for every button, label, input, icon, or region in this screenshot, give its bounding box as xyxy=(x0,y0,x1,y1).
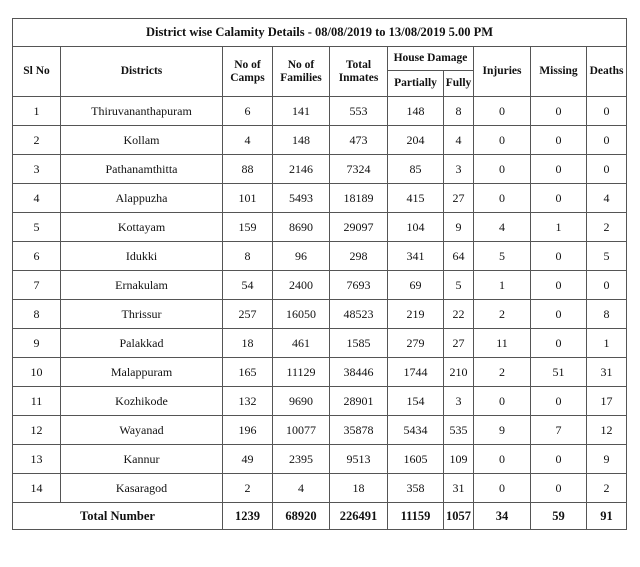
cell-missing: 0 xyxy=(531,445,587,474)
cell-sl-no: 12 xyxy=(13,416,61,445)
cell-missing: 0 xyxy=(531,474,587,503)
cell-missing: 1 xyxy=(531,213,587,242)
cell-fully: 27 xyxy=(444,329,474,358)
cell-camps: 132 xyxy=(223,387,273,416)
table-row xyxy=(13,416,627,445)
cell-sl-no: 11 xyxy=(13,387,61,416)
table-row xyxy=(13,126,627,155)
cell-district: Thiruvananthapuram xyxy=(61,97,223,126)
cell-district: Kannur xyxy=(61,445,223,474)
cell-deaths: 8 xyxy=(587,300,627,329)
total-deaths: 91 xyxy=(587,503,627,530)
cell-deaths: 2 xyxy=(587,213,627,242)
cell-fully: 27 xyxy=(444,184,474,213)
cell-fully: 8 xyxy=(444,97,474,126)
cell-injuries: 11 xyxy=(474,329,531,358)
cell-fully: 22 xyxy=(444,300,474,329)
header-deaths: Deaths xyxy=(587,47,627,97)
cell-sl-no: 3 xyxy=(13,155,61,184)
cell-missing: 0 xyxy=(531,271,587,300)
cell-deaths: 1 xyxy=(587,329,627,358)
header-partially: Partially xyxy=(388,71,444,97)
cell-injuries: 0 xyxy=(474,474,531,503)
cell-deaths: 9 xyxy=(587,445,627,474)
cell-camps: 88 xyxy=(223,155,273,184)
cell-sl-no: 7 xyxy=(13,271,61,300)
cell-district: Kozhikode xyxy=(61,387,223,416)
cell-partially: 204 xyxy=(388,126,444,155)
cell-inmates: 298 xyxy=(330,242,388,271)
cell-sl-no: 10 xyxy=(13,358,61,387)
cell-inmates: 35878 xyxy=(330,416,388,445)
cell-camps: 2 xyxy=(223,474,273,503)
header-fully: Fully xyxy=(444,71,474,97)
cell-fully: 31 xyxy=(444,474,474,503)
cell-district: Malappuram xyxy=(61,358,223,387)
total-fully: 1057 xyxy=(444,503,474,530)
cell-district: Palakkad xyxy=(61,329,223,358)
cell-inmates: 18189 xyxy=(330,184,388,213)
cell-missing: 0 xyxy=(531,387,587,416)
cell-district: Kollam xyxy=(61,126,223,155)
cell-camps: 54 xyxy=(223,271,273,300)
cell-district: Ernakulam xyxy=(61,271,223,300)
cell-families: 461 xyxy=(273,329,330,358)
cell-injuries: 5 xyxy=(474,242,531,271)
table-row xyxy=(13,474,627,503)
header-house-damage: House Damage xyxy=(388,47,474,71)
total-label: Total Number xyxy=(13,503,223,530)
table-row xyxy=(13,242,627,271)
cell-partially: 5434 xyxy=(388,416,444,445)
cell-missing: 0 xyxy=(531,155,587,184)
cell-sl-no: 1 xyxy=(13,97,61,126)
cell-missing: 0 xyxy=(531,242,587,271)
calamity-table-container xyxy=(12,18,626,530)
cell-families: 2395 xyxy=(273,445,330,474)
cell-injuries: 0 xyxy=(474,387,531,416)
cell-injuries: 2 xyxy=(474,358,531,387)
cell-sl-no: 5 xyxy=(13,213,61,242)
cell-partially: 104 xyxy=(388,213,444,242)
cell-families: 4 xyxy=(273,474,330,503)
cell-families: 16050 xyxy=(273,300,330,329)
cell-inmates: 553 xyxy=(330,97,388,126)
cell-deaths: 0 xyxy=(587,126,627,155)
cell-deaths: 31 xyxy=(587,358,627,387)
cell-families: 2146 xyxy=(273,155,330,184)
cell-partially: 154 xyxy=(388,387,444,416)
header-families: No of Families xyxy=(273,47,330,97)
cell-inmates: 9513 xyxy=(330,445,388,474)
table-row xyxy=(13,155,627,184)
table-row xyxy=(13,358,627,387)
cell-families: 2400 xyxy=(273,271,330,300)
cell-families: 96 xyxy=(273,242,330,271)
total-families: 68920 xyxy=(273,503,330,530)
cell-inmates: 48523 xyxy=(330,300,388,329)
cell-injuries: 0 xyxy=(474,184,531,213)
cell-fully: 9 xyxy=(444,213,474,242)
cell-sl-no: 14 xyxy=(13,474,61,503)
cell-missing: 7 xyxy=(531,416,587,445)
table-title: District wise Calamity Details - 08/08/2019 to 13/08/2019 5.00 PM xyxy=(13,19,627,47)
header-districts: Districts xyxy=(61,47,223,97)
cell-camps: 6 xyxy=(223,97,273,126)
cell-camps: 18 xyxy=(223,329,273,358)
cell-camps: 159 xyxy=(223,213,273,242)
cell-deaths: 0 xyxy=(587,271,627,300)
cell-deaths: 17 xyxy=(587,387,627,416)
cell-families: 141 xyxy=(273,97,330,126)
cell-partially: 69 xyxy=(388,271,444,300)
cell-fully: 64 xyxy=(444,242,474,271)
cell-sl-no: 9 xyxy=(13,329,61,358)
cell-injuries: 4 xyxy=(474,213,531,242)
table-row xyxy=(13,184,627,213)
cell-camps: 196 xyxy=(223,416,273,445)
table-row xyxy=(13,387,627,416)
cell-district: Kasaragod xyxy=(61,474,223,503)
table-row xyxy=(13,329,627,358)
cell-injuries: 0 xyxy=(474,155,531,184)
cell-district: Idukki xyxy=(61,242,223,271)
cell-inmates: 38446 xyxy=(330,358,388,387)
cell-sl-no: 2 xyxy=(13,126,61,155)
total-missing: 59 xyxy=(531,503,587,530)
cell-families: 5493 xyxy=(273,184,330,213)
cell-fully: 3 xyxy=(444,387,474,416)
calamity-table xyxy=(12,18,627,530)
cell-injuries: 0 xyxy=(474,97,531,126)
total-camps: 1239 xyxy=(223,503,273,530)
cell-fully: 4 xyxy=(444,126,474,155)
cell-inmates: 18 xyxy=(330,474,388,503)
cell-sl-no: 4 xyxy=(13,184,61,213)
cell-inmates: 473 xyxy=(330,126,388,155)
cell-deaths: 2 xyxy=(587,474,627,503)
table-row xyxy=(13,97,627,126)
cell-camps: 257 xyxy=(223,300,273,329)
cell-partially: 219 xyxy=(388,300,444,329)
header-sl-no: Sl No xyxy=(13,47,61,97)
cell-missing: 0 xyxy=(531,97,587,126)
cell-camps: 165 xyxy=(223,358,273,387)
cell-missing: 0 xyxy=(531,184,587,213)
cell-fully: 109 xyxy=(444,445,474,474)
cell-inmates: 7324 xyxy=(330,155,388,184)
header-missing: Missing xyxy=(531,47,587,97)
cell-missing: 0 xyxy=(531,300,587,329)
cell-district: Pathanamthitta xyxy=(61,155,223,184)
cell-partially: 85 xyxy=(388,155,444,184)
cell-partially: 358 xyxy=(388,474,444,503)
cell-missing: 0 xyxy=(531,126,587,155)
cell-fully: 535 xyxy=(444,416,474,445)
cell-deaths: 0 xyxy=(587,97,627,126)
cell-fully: 3 xyxy=(444,155,474,184)
header-camps: No of Camps xyxy=(223,47,273,97)
cell-families: 11129 xyxy=(273,358,330,387)
cell-partially: 1744 xyxy=(388,358,444,387)
cell-camps: 101 xyxy=(223,184,273,213)
cell-deaths: 0 xyxy=(587,155,627,184)
cell-deaths: 5 xyxy=(587,242,627,271)
cell-deaths: 12 xyxy=(587,416,627,445)
table-row xyxy=(13,213,627,242)
cell-sl-no: 6 xyxy=(13,242,61,271)
table-row xyxy=(13,445,627,474)
cell-district: Wayanad xyxy=(61,416,223,445)
cell-injuries: 0 xyxy=(474,445,531,474)
cell-camps: 8 xyxy=(223,242,273,271)
table-row xyxy=(13,300,627,329)
total-injuries: 34 xyxy=(474,503,531,530)
cell-partially: 1605 xyxy=(388,445,444,474)
cell-inmates: 7693 xyxy=(330,271,388,300)
total-row xyxy=(13,503,627,530)
cell-camps: 49 xyxy=(223,445,273,474)
cell-inmates: 1585 xyxy=(330,329,388,358)
cell-partially: 279 xyxy=(388,329,444,358)
total-partially: 11159 xyxy=(388,503,444,530)
cell-partially: 415 xyxy=(388,184,444,213)
cell-fully: 5 xyxy=(444,271,474,300)
cell-district: Alappuzha xyxy=(61,184,223,213)
cell-families: 9690 xyxy=(273,387,330,416)
cell-district: Thrissur xyxy=(61,300,223,329)
cell-deaths: 4 xyxy=(587,184,627,213)
cell-partially: 341 xyxy=(388,242,444,271)
cell-inmates: 28901 xyxy=(330,387,388,416)
cell-injuries: 1 xyxy=(474,271,531,300)
total-inmates: 226491 xyxy=(330,503,388,530)
table-row xyxy=(13,271,627,300)
cell-partially: 148 xyxy=(388,97,444,126)
cell-missing: 51 xyxy=(531,358,587,387)
cell-sl-no: 8 xyxy=(13,300,61,329)
table-body xyxy=(13,97,627,503)
cell-injuries: 2 xyxy=(474,300,531,329)
cell-sl-no: 13 xyxy=(13,445,61,474)
cell-injuries: 9 xyxy=(474,416,531,445)
header-inmates: Total Inmates xyxy=(330,47,388,97)
cell-fully: 210 xyxy=(444,358,474,387)
cell-families: 10077 xyxy=(273,416,330,445)
cell-injuries: 0 xyxy=(474,126,531,155)
cell-families: 148 xyxy=(273,126,330,155)
header-injuries: Injuries xyxy=(474,47,531,97)
cell-inmates: 29097 xyxy=(330,213,388,242)
cell-camps: 4 xyxy=(223,126,273,155)
cell-district: Kottayam xyxy=(61,213,223,242)
cell-families: 8690 xyxy=(273,213,330,242)
cell-missing: 0 xyxy=(531,329,587,358)
